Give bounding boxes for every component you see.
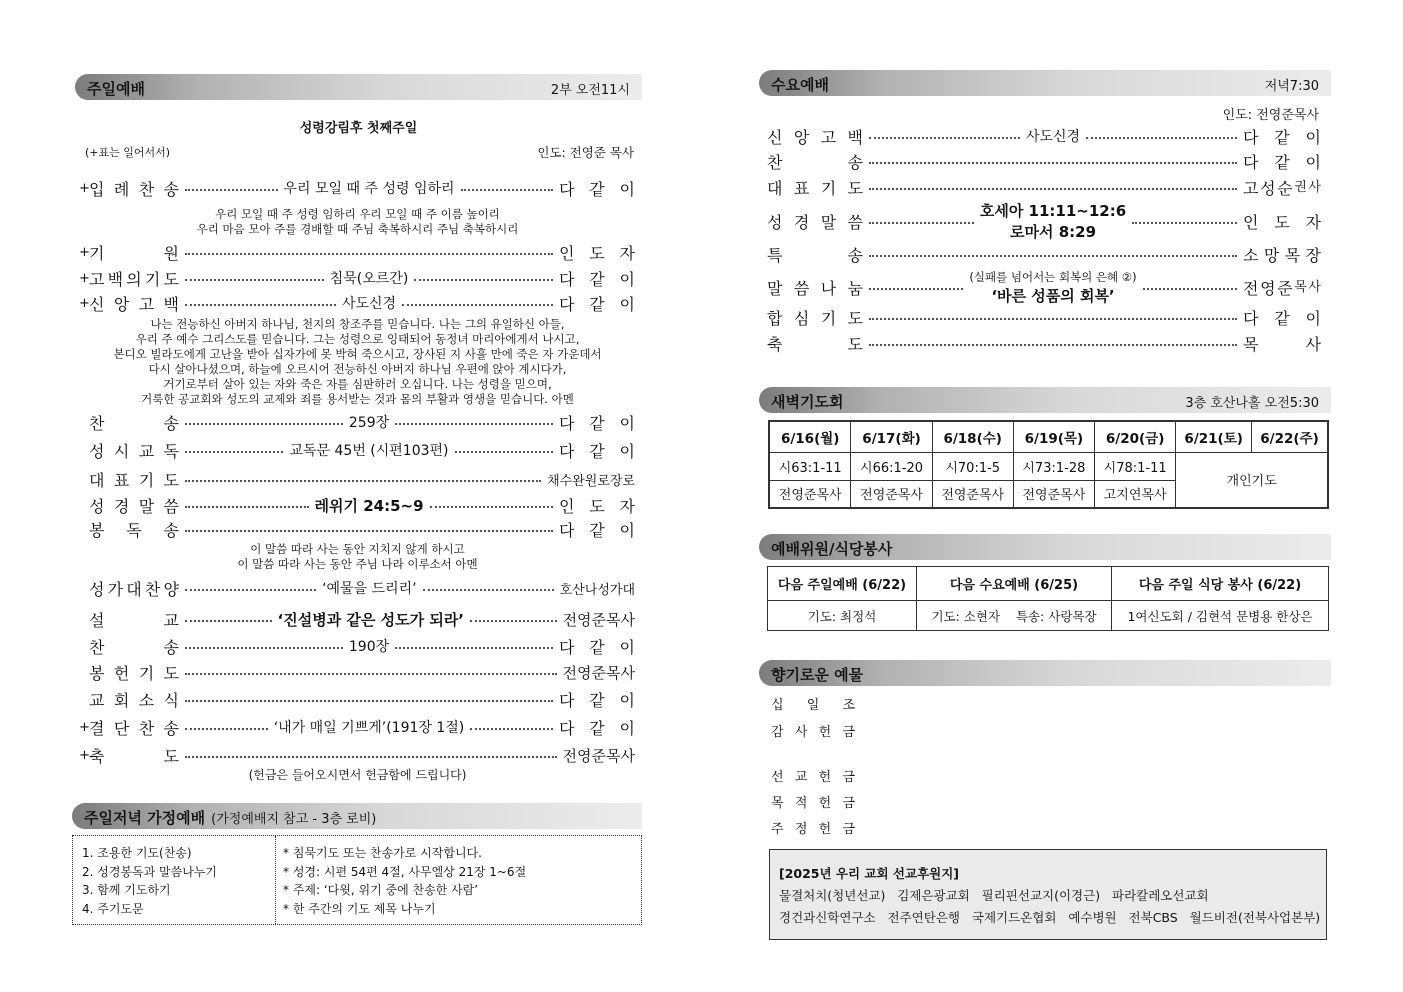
dawn-prayer-header xyxy=(759,387,1331,413)
servers-value-wednesday: 기도: 소현자 특송: 사랑목장 xyxy=(917,601,1112,631)
wednesday-leader: 인도: 전영준목사 xyxy=(1222,108,1319,123)
order-person: 전영준목사 xyxy=(562,610,636,629)
servers-table xyxy=(767,566,1329,631)
text-line: 이 말씀 따라 사는 동안 지치지 않게 하시고 xyxy=(250,542,465,556)
text-line: * 침묵기도 또는 찬송가로 시작합니다. xyxy=(283,846,482,860)
text-line: 우리 마음 모아 주를 경배할 때 주님 축복하시리 주님 축복하시리 xyxy=(196,222,519,236)
stand-mark: + xyxy=(79,719,90,735)
offering-item: 감 사 헌 금 xyxy=(771,725,855,740)
order-content xyxy=(969,269,1136,306)
sunday-order-item xyxy=(79,744,635,766)
offering-note: (헌금은 들어오시면서 헌금함에 드립니다) xyxy=(248,768,467,782)
sunday-order-item xyxy=(79,267,635,289)
dawn-day: 6/16(월) xyxy=(769,421,851,452)
dot-leader xyxy=(470,728,553,730)
order-person: 다 같 이 xyxy=(1243,152,1321,172)
text-line: 거기로부터 살아 있는 자와 죽은 자를 심판하러 오십니다. 나는 성령을 믿으며, xyxy=(163,377,552,391)
dawn-day: 6/19(목) xyxy=(1013,421,1094,452)
dot-leader xyxy=(1132,222,1237,224)
order-person: 다 같 이 xyxy=(559,413,635,433)
wednesday-order-item xyxy=(767,243,1321,265)
dot-leader xyxy=(185,304,336,306)
order-person: 다 같 이 xyxy=(559,637,635,657)
sunday-order-item xyxy=(79,608,635,630)
dawn-leader: 전영준목사 xyxy=(932,480,1013,508)
text-line: 3. 함께 기도하기 xyxy=(82,883,171,897)
dot-leader xyxy=(869,288,963,290)
order-person: 다 같 이 xyxy=(559,269,636,289)
text-line: 거룩한 공교회와 성도의 교제와 죄를 용서받는 것과 몸의 부활과 영생을 믿습니다. 아멘 xyxy=(141,392,574,406)
dawn-passage: 시70:1-5 xyxy=(932,452,1013,480)
offering-header xyxy=(759,660,1331,686)
evening-notes-list xyxy=(283,844,526,918)
dawn-day: 6/18(수) xyxy=(932,421,1013,452)
order-person: 소 망 목 장 xyxy=(1243,245,1321,265)
mission-box xyxy=(769,849,1327,940)
order-person: 인 도 자 xyxy=(1243,212,1322,232)
dot-leader xyxy=(461,189,554,191)
dot-leader xyxy=(470,620,557,622)
order-label: 성 가 대 찬 양 xyxy=(89,579,179,599)
wednesday-service-time: 저녁7:30 xyxy=(1264,79,1319,94)
order-person: 전 영 준 목 사 xyxy=(1243,278,1321,298)
dot-leader xyxy=(185,189,278,191)
dot-leader xyxy=(869,162,1237,164)
sermon-title: ‘바른 성품의 회복’ xyxy=(991,286,1115,305)
order-label: 결 단 찬 송 xyxy=(89,718,179,738)
dot-leader xyxy=(395,423,553,425)
sunday-order-item xyxy=(79,688,635,710)
stand-mark: + xyxy=(79,747,90,763)
order-label: 성 경 말 씀 xyxy=(767,212,863,232)
order-label: 신 앙 고 백 xyxy=(89,294,179,314)
order-content: 레위기 24:5~9 xyxy=(314,496,424,515)
dot-leader xyxy=(869,318,1237,320)
dawn-passage: 시66:1-20 xyxy=(851,452,932,480)
dot-leader xyxy=(430,506,554,508)
scripture-2: 로마서 8:29 xyxy=(1010,223,1097,241)
order-label: 입 례 찬 송 xyxy=(89,179,179,199)
dawn-day: 6/21(토) xyxy=(1176,421,1252,452)
scripture-response-lyrics xyxy=(80,542,635,572)
wednesday-order-item xyxy=(767,125,1321,147)
dot-leader xyxy=(869,188,1237,190)
evening-worship-box xyxy=(72,835,642,925)
wednesday-service-header xyxy=(759,70,1331,96)
order-content: 침묵(오르간) xyxy=(329,271,409,287)
scripture-1: 호세아 11:11~12:6 xyxy=(979,202,1127,220)
offering-item: 십 일 조 xyxy=(771,698,855,713)
text-line: 2. 성경봉독과 말씀나누기 xyxy=(82,864,217,879)
order-person: 다 같 이 xyxy=(559,294,636,314)
order-person: 인 도 자 xyxy=(559,243,635,263)
order-person: 고 성 순 권 사 xyxy=(1243,178,1321,198)
servers-header-sunday: 다음 주일예배 (6/22) xyxy=(768,567,917,601)
servers-header-wednesday: 다음 수요예배 (6/25) xyxy=(917,567,1112,601)
dawn-leader: 전영준목사 xyxy=(769,480,851,508)
dot-leader xyxy=(402,304,553,306)
sunday-order-item xyxy=(79,716,635,738)
order-person: 다 같 이 xyxy=(559,718,635,738)
text-line: 나는 전능하신 아버지 하나님, 천지의 창조주를 믿습니다. 나는 그의 유일하신 아들, xyxy=(150,317,565,331)
order-label: 설 교 xyxy=(89,610,179,630)
dawn-passage: 시63:1-11 xyxy=(769,452,851,480)
servers-title: 예배위원/식당봉사 xyxy=(771,540,893,558)
order-label: 성 시 교 독 xyxy=(89,441,179,461)
wednesday-order-item xyxy=(767,203,1321,239)
order-label: 성 경 말 씀 xyxy=(89,496,179,516)
order-label: 교 회 소 식 xyxy=(89,690,179,710)
dawn-leader: 고지연목사 xyxy=(1095,480,1176,508)
stand-mark: + xyxy=(79,244,90,260)
order-content: 교독문 45번 (시편103편) xyxy=(289,443,449,459)
order-label: 말 씀 나 눔 xyxy=(767,278,863,298)
mission-title: [2025년 우리 교회 선교후원지] xyxy=(779,866,960,881)
text-line: * 한 주간의 기도 제목 나누기 xyxy=(283,901,436,916)
order-person: 전영준목사 xyxy=(562,746,635,765)
stand-mark: + xyxy=(79,295,90,311)
offering-item: 주 정 헌 금 xyxy=(771,822,855,837)
evening-worship-subtitle: (가정예배지 참고 - 3층 로비) xyxy=(211,812,377,827)
sunday-order-item xyxy=(79,241,635,263)
dot-leader xyxy=(1143,288,1237,290)
hymn-lyrics xyxy=(80,207,635,237)
order-label: 고 백 의 기 도 xyxy=(89,269,179,289)
wednesday-service-title: 수요예배 xyxy=(771,76,829,94)
dot-leader xyxy=(185,423,343,425)
order-label: 신 앙 고 백 xyxy=(767,127,863,147)
dot-leader xyxy=(455,451,553,453)
order-content: ‘예물을 드리리’ xyxy=(322,581,417,597)
sunday-order-item xyxy=(79,577,635,599)
dot-leader xyxy=(869,137,1020,139)
offering-title: 향기로운 예물 xyxy=(771,666,864,684)
stand-mark: + xyxy=(79,270,90,286)
dot-leader xyxy=(185,673,557,675)
sunday-order-item xyxy=(79,411,635,433)
order-person: 전영준목사 xyxy=(562,663,635,682)
servers-header-kitchen: 다음 주일 식당 봉사 (6/22) xyxy=(1112,567,1329,601)
sunday-service-title: 주일예배 xyxy=(87,80,145,98)
order-content: 사도신경 xyxy=(1025,129,1081,145)
offering-item: 목 적 헌 금 xyxy=(771,796,855,811)
order-person: 목 사 xyxy=(1243,334,1321,354)
dot-leader xyxy=(185,530,553,532)
sunday-order-item xyxy=(79,468,635,490)
dawn-day: 6/17(화) xyxy=(851,421,932,452)
dawn-passage: 시78:1-11 xyxy=(1095,452,1176,480)
evening-worship-header xyxy=(72,803,642,829)
order-content: 우리 모일 때 주 성령 임하리 xyxy=(283,181,455,197)
dot-leader xyxy=(185,480,541,482)
dot-leader xyxy=(185,253,553,255)
sunday-order-item xyxy=(79,439,635,461)
text-line: 본디오 빌라도에게 고난을 받아 십자가에 못 박혀 죽으시고, 장사된 지 사흘 만에 죽은 자 가운데서 xyxy=(113,347,602,361)
order-person: 다 같 이 xyxy=(559,179,636,199)
mission-line-2: 경건과신학연구소 전주연탄은행 국제기드온협회 예수병원 전북CBS 월드비전(전북사업본부) xyxy=(779,910,1321,925)
dot-leader xyxy=(395,647,553,649)
dot-leader xyxy=(185,756,557,758)
wednesday-order-item xyxy=(767,269,1321,305)
text-line: 1. 조용한 기도(찬송) xyxy=(82,846,192,860)
servers-header xyxy=(759,534,1331,560)
sunday-order-item xyxy=(79,518,635,540)
order-person: 다 같 이 xyxy=(559,520,635,540)
sunday-order-item xyxy=(79,494,635,516)
dot-leader xyxy=(185,506,309,508)
order-label: 축 도 xyxy=(89,746,179,766)
sunday-service-time: 2부 오전11시 xyxy=(550,83,630,98)
order-person: 다 같 이 xyxy=(559,441,635,461)
dot-leader xyxy=(423,589,554,591)
dawn-leader: 전영준목사 xyxy=(851,480,932,508)
dot-leader xyxy=(869,255,1237,257)
stand-mark: + xyxy=(79,180,90,196)
order-label: 봉 독 송 xyxy=(89,520,179,540)
sunday-order-item xyxy=(79,635,635,657)
mission-line-1: 물결처치(청년선교) 김제은광교회 필리핀선교지(이경근) 파라칼레오선교회 xyxy=(779,888,1209,903)
dawn-day: 6/22(주) xyxy=(1252,421,1328,452)
dot-leader xyxy=(185,279,324,281)
dot-leader xyxy=(1086,137,1237,139)
order-label: 찬 송 xyxy=(89,637,179,657)
order-person: 채수완원로장로 xyxy=(547,473,635,489)
evening-worship-title: 주일저녁 가정예배 xyxy=(84,809,206,827)
dot-leader xyxy=(185,728,268,730)
sunday-theme: 성령강림후 첫째주일 xyxy=(299,121,418,136)
order-label: 대 표 기 도 xyxy=(767,178,863,198)
servers-value-sunday: 기도: 최정석 xyxy=(768,601,917,631)
dawn-prayer-title: 새벽기도회 xyxy=(771,393,844,411)
dot-leader xyxy=(185,451,283,453)
order-content xyxy=(980,200,1126,242)
dot-leader xyxy=(185,620,272,622)
dawn-day: 6/20(금) xyxy=(1095,421,1176,452)
order-content: 사도신경 xyxy=(341,296,397,312)
dawn-prayer-table xyxy=(768,420,1329,509)
order-person: 호산나성가대 xyxy=(559,582,636,598)
order-label: 축 도 xyxy=(767,334,863,354)
dawn-passage: 시73:1-28 xyxy=(1013,452,1094,480)
dot-leader xyxy=(185,700,553,702)
order-content: 259장 xyxy=(348,415,390,431)
dot-leader xyxy=(185,589,316,591)
wednesday-order-item xyxy=(767,332,1321,354)
evening-divider xyxy=(275,836,276,924)
order-label: 대 표 기 도 xyxy=(89,470,179,490)
offering-item: 선 교 헌 금 xyxy=(771,770,855,785)
dot-leader xyxy=(185,647,343,649)
wednesday-order-item xyxy=(767,176,1321,198)
dawn-prayer-place: 3층 호산나홀 오전5:30 xyxy=(1185,396,1319,411)
wednesday-order-item xyxy=(767,150,1321,172)
order-person: 다 같 이 xyxy=(1243,308,1321,328)
order-content: 190장 xyxy=(348,639,390,655)
order-label: 합 심 기 도 xyxy=(767,308,863,328)
order-label: 기 원 xyxy=(89,243,179,263)
order-content: ‘내가 매일 기쁘게’(191장 1절) xyxy=(273,720,465,736)
text-line: 4. 주기도문 xyxy=(82,901,144,916)
order-label: 봉 헌 기 도 xyxy=(89,663,179,683)
wednesday-order-item xyxy=(767,306,1321,328)
order-person: 다 같 이 xyxy=(1243,127,1322,147)
text-line: 이 말씀 따라 사는 동안 주님 나라 이루소서 아멘 xyxy=(237,557,478,571)
apostles-creed-text xyxy=(80,317,635,407)
text-line: 다시 살아나셨으며, 하늘에 오르시어 전능하신 아버지 하나님 우편에 앉아 계시다가, xyxy=(148,362,567,376)
order-person: 인 도 자 xyxy=(559,496,636,516)
stand-note: (+표는 일어서서) xyxy=(85,146,171,159)
order-label: 찬 송 xyxy=(767,152,863,172)
text-line: 우리 모일 때 주 성령 임하리 우리 모일 때 주 이름 높이리 xyxy=(215,207,500,221)
order-label: 특 송 xyxy=(767,245,863,265)
sunday-order-item xyxy=(79,661,635,683)
evening-order-list xyxy=(82,844,217,918)
sermon-series: (실패를 넘어서는 회복의 은혜 ②) xyxy=(969,269,1137,284)
order-label: 찬 송 xyxy=(89,413,179,433)
order-person: 다 같 이 xyxy=(559,690,635,710)
dawn-leader: 전영준목사 xyxy=(1013,480,1094,508)
dot-leader xyxy=(869,222,974,224)
text-line: 우리 주 예수 그리스도를 믿습니다. 그는 성령으로 잉태되어 동정녀 마리아에게서 나시고, xyxy=(135,332,580,346)
dot-leader xyxy=(414,279,553,281)
order-content: ‘진설병과 같은 성도가 되라’ xyxy=(277,610,465,629)
dawn-weekend: 개인기도 xyxy=(1176,452,1328,508)
text-line: * 주제: ‘다윗, 위기 중에 찬송한 사람’ xyxy=(283,883,479,897)
sunday-service-header xyxy=(75,74,642,100)
dot-leader xyxy=(869,344,1237,346)
text-line: * 성경: 시편 54편 4절, 사무엘상 21장 1~6절 xyxy=(283,864,527,879)
servers-value-kitchen: 1여신도회 / 김현석 문병용 한상은 xyxy=(1112,601,1329,631)
sunday-order-item xyxy=(79,177,635,199)
sunday-order-item xyxy=(79,292,635,314)
sunday-leader: 인도: 전영준 목사 xyxy=(537,145,634,160)
